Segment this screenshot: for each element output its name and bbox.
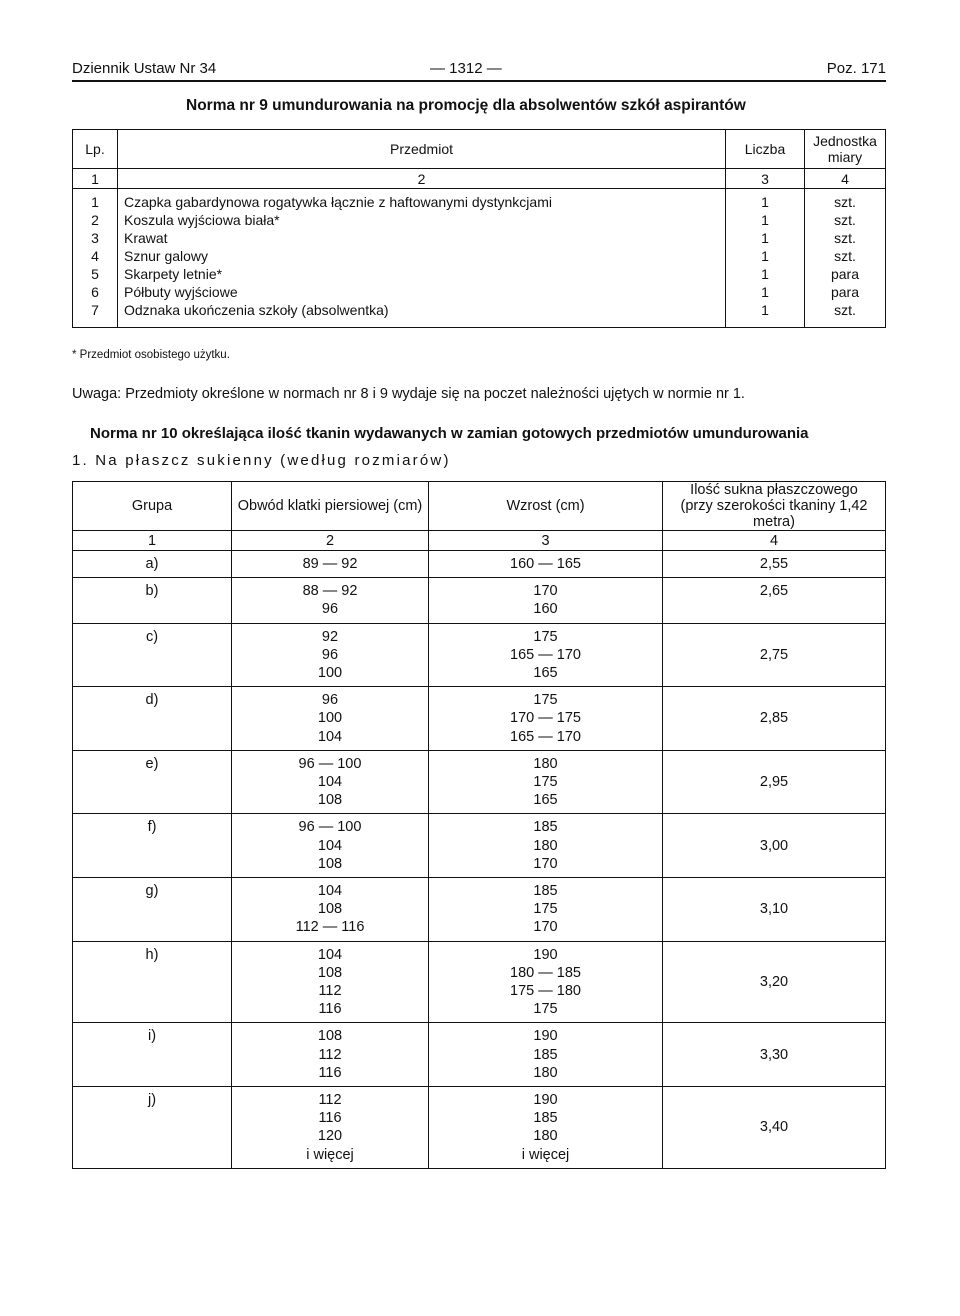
height-value: 170 — 175 (510, 710, 581, 727)
height-value: 165 (533, 792, 558, 809)
col-number: 2 (118, 169, 726, 189)
fabric-amount: 2,85 (663, 687, 886, 751)
row-item: Koszula wyjściowa biała* (118, 211, 726, 229)
row-item: Półbuty wyjściowe (118, 283, 726, 301)
chest-value: 112 (318, 983, 342, 1000)
col-number: 3 (726, 169, 805, 189)
row-item: Skarpety letnie* (118, 265, 726, 283)
height-value: 180 — 185 (510, 964, 581, 981)
note-uwaga: Uwaga: Przedmioty określone w normach nr 8 i 9 wydaje się na poczet należności ujętych w normie nr 1. (72, 386, 745, 402)
group-row (73, 623, 886, 687)
height-value: 180 (533, 837, 558, 854)
chest-value: 108 (317, 901, 343, 918)
chest-values (232, 578, 429, 623)
chest-value: 88 — 92 (302, 583, 358, 600)
row-unit: szt. (805, 301, 886, 328)
chest-value: 116 (318, 1110, 342, 1127)
chest-value: 112 (318, 1092, 342, 1109)
group-row (73, 551, 886, 578)
height-values (429, 1023, 663, 1087)
group-row (73, 687, 886, 751)
height-values (429, 578, 663, 623)
group-label: e) (73, 750, 232, 814)
chest-value: 96 — 100 (298, 819, 362, 836)
row-unit: para (805, 283, 886, 301)
height-values (429, 623, 663, 687)
fabric-amount: 2,95 (663, 750, 886, 814)
row-lp: 7 (73, 301, 118, 328)
row-qty: 1 (726, 247, 805, 265)
height-value: 185 (533, 883, 558, 900)
chest-value: 108 (317, 855, 343, 872)
fabric-amount: 2,55 (663, 551, 886, 578)
row-lp: 3 (73, 229, 118, 247)
chest-values (232, 1023, 429, 1087)
height-value: 175 — 180 (510, 983, 581, 1000)
height-value: 175 (533, 628, 558, 645)
height-value: 175 (533, 774, 558, 791)
row-item: Krawat (118, 229, 726, 247)
group-label: i) (73, 1023, 232, 1087)
col-header-group: Grupa (73, 482, 232, 531)
height-value: 185 (533, 1110, 558, 1127)
chest-values (232, 941, 429, 1023)
height-value: 175 (533, 692, 558, 709)
height-value: 165 (533, 665, 558, 682)
table-row (73, 189, 886, 212)
chest-value: 104 (317, 883, 343, 900)
header-rule (72, 80, 886, 82)
col-header-unit: Jednostka miary (805, 130, 886, 169)
chest-value: 112 (318, 1046, 342, 1063)
chest-value: 96 (321, 692, 339, 709)
norma10-table (72, 481, 886, 1169)
height-value: 175 (533, 1001, 558, 1018)
row-unit: szt. (805, 247, 886, 265)
chest-value: 100 (317, 710, 343, 727)
height-value: 180 (533, 755, 558, 772)
col-header-qty: Liczba (726, 130, 805, 169)
height-value: 160 (533, 601, 558, 618)
height-value: 165 — 170 (510, 728, 581, 745)
height-value: 165 — 170 (510, 646, 581, 663)
chest-value: 104 (317, 728, 343, 745)
chest-value: 112 — 116 (295, 919, 365, 936)
group-label: h) (73, 941, 232, 1023)
group-row (73, 878, 886, 942)
chest-values (232, 878, 429, 942)
page-number: — 1312 — (430, 60, 502, 77)
chest-value: 104 (317, 774, 343, 791)
fabric-amount: 3,30 (663, 1023, 886, 1087)
chest-value: 96 (321, 601, 339, 618)
row-lp: 2 (73, 211, 118, 229)
row-unit: szt. (805, 211, 886, 229)
group-label: f) (73, 814, 232, 878)
chest-values (232, 551, 429, 578)
col-number: 4 (805, 169, 886, 189)
fabric-amount: 3,10 (663, 878, 886, 942)
row-qty: 1 (726, 265, 805, 283)
table-row (73, 229, 886, 247)
row-qty: 1 (726, 229, 805, 247)
chest-value: 89 — 92 (302, 556, 358, 572)
height-values (429, 1087, 663, 1169)
height-value: 185 (533, 1046, 558, 1063)
row-qty: 1 (726, 189, 805, 212)
position-number: Poz. 171 (826, 60, 886, 77)
height-values (429, 687, 663, 751)
group-row (73, 1087, 886, 1169)
height-value: 190 (533, 946, 558, 963)
group-label: d) (73, 687, 232, 751)
group-label: a) (73, 551, 232, 578)
fabric-amount: 3,40 (663, 1087, 886, 1169)
row-item: Sznur galowy (118, 247, 726, 265)
chest-value: 116 (318, 1064, 342, 1081)
chest-values (232, 623, 429, 687)
row-lp: 4 (73, 247, 118, 265)
height-value: 170 (533, 583, 558, 600)
row-lp: 6 (73, 283, 118, 301)
height-value: 190 (533, 1092, 558, 1109)
height-value: 160 — 165 (510, 556, 581, 572)
height-value: 185 (533, 819, 558, 836)
group-row (73, 1023, 886, 1087)
table-row (73, 301, 886, 328)
journal-name: Dziennik Ustaw Nr 34 (72, 60, 217, 77)
group-row (73, 578, 886, 623)
col-header-amount: Ilość sukna płaszczowego (przy szerokości tkaniny 1,42 metra) (663, 482, 886, 531)
height-value: 170 (533, 855, 558, 872)
norma10-title: Norma nr 10 określająca ilość tkanin wydawanych w zamian gotowych przedmiotów umundurowania (90, 425, 809, 442)
group-label: j) (73, 1087, 232, 1169)
table-row (73, 283, 886, 301)
chest-value: 100 (317, 665, 343, 682)
chest-value: 116 (318, 1001, 342, 1018)
col-header-item: Przedmiot (118, 130, 726, 169)
col-number: 3 (429, 531, 663, 551)
group-label: c) (73, 623, 232, 687)
norma9-table (72, 129, 886, 328)
col-number: 1 (73, 169, 118, 189)
table-row (73, 265, 886, 283)
chest-value: 96 — 100 (298, 755, 362, 772)
col-header-height: Wzrost (cm) (429, 482, 663, 531)
height-values (429, 941, 663, 1023)
chest-value: 108 (317, 964, 343, 981)
col-number: 4 (663, 531, 886, 551)
chest-value: 120 (317, 1128, 343, 1145)
chest-value: 92 (321, 628, 339, 645)
col-header-lp: Lp. (73, 130, 118, 169)
chest-values (232, 750, 429, 814)
height-values (429, 878, 663, 942)
col-number: 1 (73, 531, 232, 551)
chest-value: 96 (321, 646, 339, 663)
row-lp: 1 (73, 189, 118, 212)
height-value: i więcej (521, 1146, 570, 1163)
fabric-amount: 3,00 (663, 814, 886, 878)
chest-values (232, 814, 429, 878)
row-unit: szt. (805, 189, 886, 212)
height-values (429, 750, 663, 814)
chest-values (232, 687, 429, 751)
height-value: 175 (533, 901, 558, 918)
row-qty: 1 (726, 211, 805, 229)
chest-values (232, 1087, 429, 1169)
chest-value: 104 (317, 946, 343, 963)
norma10-subtitle: 1. Na płaszcz sukienny (według rozmiarów) (72, 452, 451, 469)
group-row (73, 750, 886, 814)
chest-value: 104 (317, 837, 343, 854)
row-unit: para (805, 265, 886, 283)
row-unit: szt. (805, 229, 886, 247)
height-value: 180 (533, 1128, 558, 1145)
chest-value: 108 (317, 792, 343, 809)
row-item: Czapka gabardynowa rogatywka łącznie z haftowanymi dystynkcjami (118, 189, 726, 212)
height-values (429, 814, 663, 878)
row-qty: 1 (726, 301, 805, 328)
row-lp: 5 (73, 265, 118, 283)
group-row (73, 814, 886, 878)
table-row (73, 211, 886, 229)
row-qty: 1 (726, 283, 805, 301)
group-label: b) (73, 578, 232, 623)
height-value: 180 (533, 1064, 558, 1081)
chest-value: i więcej (306, 1146, 354, 1163)
col-number: 2 (232, 531, 429, 551)
fabric-amount: 2,75 (663, 623, 886, 687)
group-row (73, 941, 886, 1023)
height-values (429, 551, 663, 578)
height-value: 190 (533, 1028, 558, 1045)
footnote: * Przedmiot osobistego użytku. (72, 349, 230, 361)
row-item: Odznaka ukończenia szkoły (absolwentka) (118, 301, 726, 328)
group-label: g) (73, 878, 232, 942)
fabric-amount: 2,65 (663, 578, 886, 623)
height-value: 170 (533, 919, 558, 936)
fabric-amount: 3,20 (663, 941, 886, 1023)
table-row (73, 247, 886, 265)
col-header-chest: Obwód klatki piersiowej (cm) (232, 482, 429, 531)
norma9-title: Norma nr 9 umundurowania na promocję dla absolwentów szkół aspirantów (186, 97, 746, 114)
chest-value: 108 (317, 1028, 343, 1045)
